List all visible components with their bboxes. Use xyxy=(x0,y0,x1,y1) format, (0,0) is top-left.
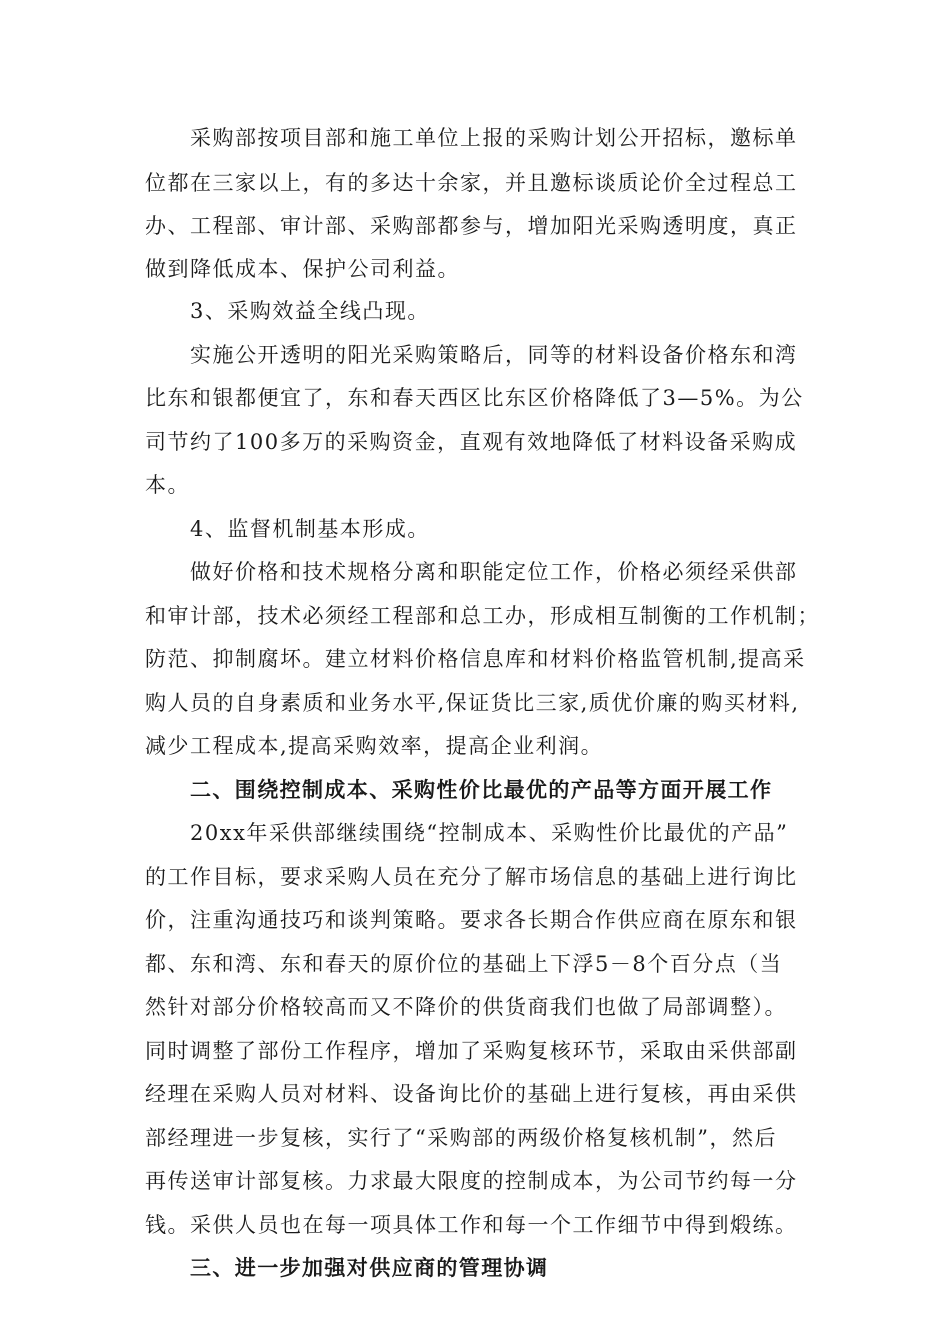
paragraph-3-line-5: 减少工程成本,提高采购效率，提高企业利润。 xyxy=(145,734,604,758)
paragraph-4-line-2: 的工作目标，要求采购人员在充分了解市场信息的基础上进行询比 xyxy=(145,865,798,889)
paragraph-2-line-3: 司节约了100多万的采购资金，直观有效地降低了材料设备采购成 xyxy=(145,430,798,454)
paragraph-3-line-3: 防范、抑制腐坏。建立材料价格信息库和材料价格监管机制,提高采 xyxy=(145,647,806,671)
paragraph-1-line-1: 采购部按项目部和施工单位上报的采购计划公开招标，邀标单 xyxy=(190,126,798,150)
paragraph-4-line-1: 20xx年采供部继续围绕“控制成本、采购性价比最优的产品” xyxy=(190,821,789,845)
paragraph-4-line-4: 都、东和湾、东和春天的原价位的基础上下浮5－8个百分点（当 xyxy=(145,952,783,976)
section-heading-3: 3、采购效益全线凸现。 xyxy=(190,299,430,323)
paragraph-4-line-5: 然针对部分价格较高而又不降价的供货商我们也做了局部调整）。 xyxy=(145,995,787,1019)
paragraph-4-line-8: 部经理进一步复核，实行了“采购部的两级价格复核机制”，然后 xyxy=(145,1126,777,1150)
paragraph-4-line-6: 同时调整了部份工作程序，增加了采购复核环节，采取由采供部副 xyxy=(145,1039,798,1063)
paragraph-2-line-4: 本。 xyxy=(145,473,190,497)
paragraph-1-line-3: 办、工程部、审计部、采购部都参与，增加阳光采购透明度，真正 xyxy=(145,214,798,238)
paragraph-4-line-3: 价，注重沟通技巧和谈判策略。要求各长期合作供应商在原东和银 xyxy=(145,908,798,932)
paragraph-3-line-4: 购人员的自身素质和业务水平,保证货比三家,质优价廉的购买材料, xyxy=(145,691,800,715)
paragraph-4-line-10: 钱。采供人员也在每一项具体工作和每一个工作细节中得到煅练。 xyxy=(145,1213,798,1237)
section-heading-4: 4、监督机制基本形成。 xyxy=(190,517,430,541)
paragraph-3-line-2: 和审计部，技术必须经工程部和总工办，形成相互制衡的工作机制； xyxy=(145,604,820,628)
section-heading-2: 二、围绕控制成本、采购性价比最优的产品等方面开展工作 xyxy=(190,778,773,802)
paragraph-2-line-1: 实施公开透明的阳光采购策略后，同等的材料设备价格东和湾 xyxy=(190,343,798,367)
section-heading-3-management: 三、进一步加强对供应商的管理协调 xyxy=(190,1256,549,1280)
paragraph-1-line-2: 位都在三家以上，有的多达十余家，并且邀标谈质论价全过程总工 xyxy=(145,171,798,195)
paragraph-4-line-7: 经理在采购人员对材料、设备询比价的基础上进行复核，再由采供 xyxy=(145,1082,798,1106)
paragraph-2-line-2: 比东和银都便宜了，东和春天西区比东区价格降低了3—5%。为公 xyxy=(145,386,804,410)
paragraph-4-line-9: 再传送审计部复核。力求最大限度的控制成本，为公司节约每一分 xyxy=(145,1169,798,1193)
paragraph-1-line-4: 做到降低成本、保护公司利益。 xyxy=(145,257,460,281)
paragraph-3-line-1: 做好价格和技术规格分离和职能定位工作，价格必须经采供部 xyxy=(190,560,798,584)
